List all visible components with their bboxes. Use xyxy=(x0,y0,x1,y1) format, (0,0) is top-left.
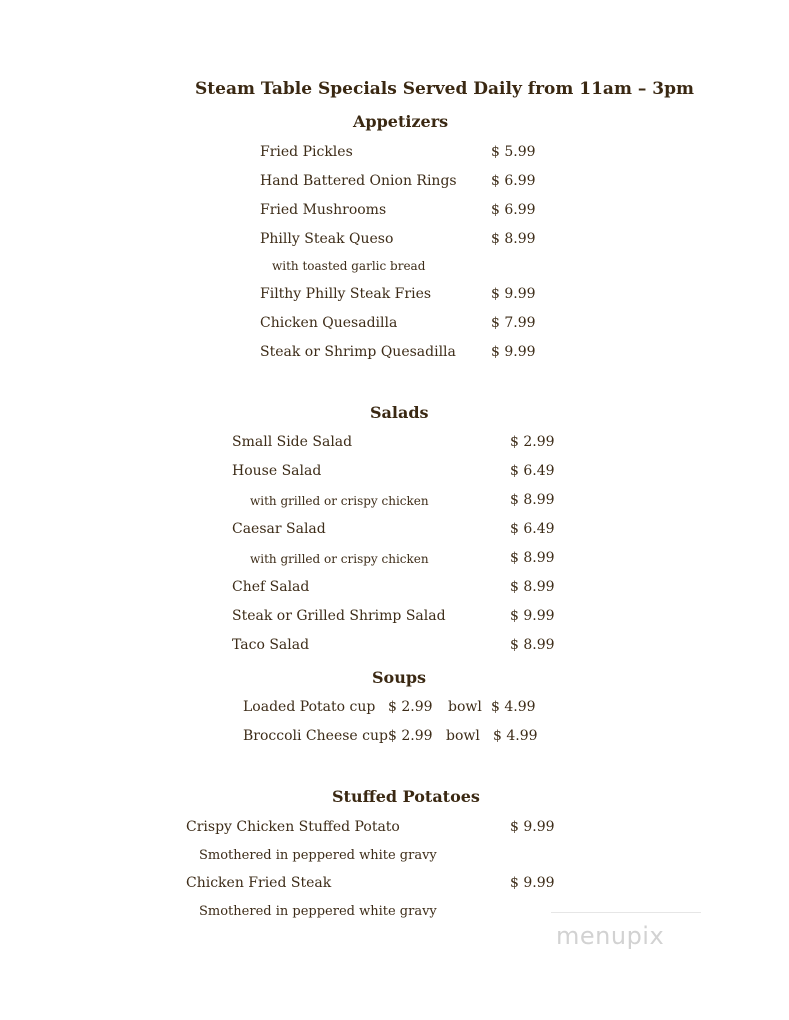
menu-item-name: Chicken Fried Steak xyxy=(186,875,332,891)
menu-item-note: Smothered in peppered white gravy xyxy=(199,904,437,919)
page-title: Steam Table Specials Served Daily from 11am – 3pm xyxy=(195,79,694,99)
soup-cup-price: $ 2.99 xyxy=(388,728,433,744)
menu-item-price: $ 8.99 xyxy=(510,637,555,653)
menu-item-price: $ 7.99 xyxy=(491,315,536,331)
menu-item-price: $ 6.99 xyxy=(491,173,536,189)
menu-item-price: $ 6.49 xyxy=(510,463,555,479)
menu-item-price: $ 8.99 xyxy=(510,550,555,566)
menu-item-note: with grilled or crispy chicken xyxy=(250,552,429,566)
menu-item-name: Hand Battered Onion Rings xyxy=(260,173,457,189)
menu-item-price: $ 6.49 xyxy=(510,521,555,537)
section-heading-stuffed-potatoes: Stuffed Potatoes xyxy=(332,787,480,806)
menu-item-name: Filthy Philly Steak Fries xyxy=(260,286,432,302)
menu-item-name: Caesar Salad xyxy=(232,521,326,537)
menu-item-price: $ 9.99 xyxy=(510,608,555,624)
section-heading-appetizers: Appetizers xyxy=(353,112,449,131)
menu-item-name: Fried Mushrooms xyxy=(260,202,387,218)
menu-item-price: $ 8.99 xyxy=(510,492,555,508)
section-heading-salads: Salads xyxy=(370,403,429,422)
soup-bowl-price: $ 4.99 xyxy=(493,728,538,744)
menu-item-note: with grilled or crispy chicken xyxy=(250,494,429,508)
menu-item-name: Steak or Grilled Shrimp Salad xyxy=(232,608,446,624)
menu-item-name: Fried Pickles xyxy=(260,144,353,160)
section-heading-soups: Soups xyxy=(372,668,427,687)
menu-item-price: $ 8.99 xyxy=(491,231,536,247)
soup-cup-price: $ 2.99 xyxy=(388,699,433,715)
menu-item-name: Taco Salad xyxy=(232,637,310,653)
menu-item-price: $ 8.99 xyxy=(510,579,555,595)
menu-item-price: $ 5.99 xyxy=(491,144,536,160)
menu-item-price: $ 9.99 xyxy=(491,286,536,302)
soup-bowl-label: bowl xyxy=(448,699,482,715)
menu-item-price: $ 2.99 xyxy=(510,434,555,450)
soup-name: Loaded Potato cup xyxy=(243,699,376,715)
menu-item-name: Chef Salad xyxy=(232,579,310,595)
menu-item-price: $ 9.99 xyxy=(510,875,555,891)
menu-item-price: $ 6.99 xyxy=(491,202,536,218)
watermark-rule xyxy=(551,912,701,913)
soup-bowl-label: bowl xyxy=(446,728,480,744)
menu-item-note: with toasted garlic bread xyxy=(272,259,426,273)
watermark-logo: menupix xyxy=(556,922,665,950)
soup-bowl-price: $ 4.99 xyxy=(491,699,536,715)
menu-item-price: $ 9.99 xyxy=(491,344,536,360)
menu-item-note: Smothered in peppered white gravy xyxy=(199,848,437,863)
soup-name: Broccoli Cheese cup xyxy=(243,728,388,744)
menu-item-name: House Salad xyxy=(232,463,322,479)
menu-item-name: Chicken Quesadilla xyxy=(260,315,398,331)
menu-item-price: $ 9.99 xyxy=(510,819,555,835)
menu-item-name: Small Side Salad xyxy=(232,434,353,450)
menu-item-name: Crispy Chicken Stuffed Potato xyxy=(186,819,400,835)
menu-item-name: Philly Steak Queso xyxy=(260,231,394,247)
menu-item-name: Steak or Shrimp Quesadilla xyxy=(260,344,456,360)
